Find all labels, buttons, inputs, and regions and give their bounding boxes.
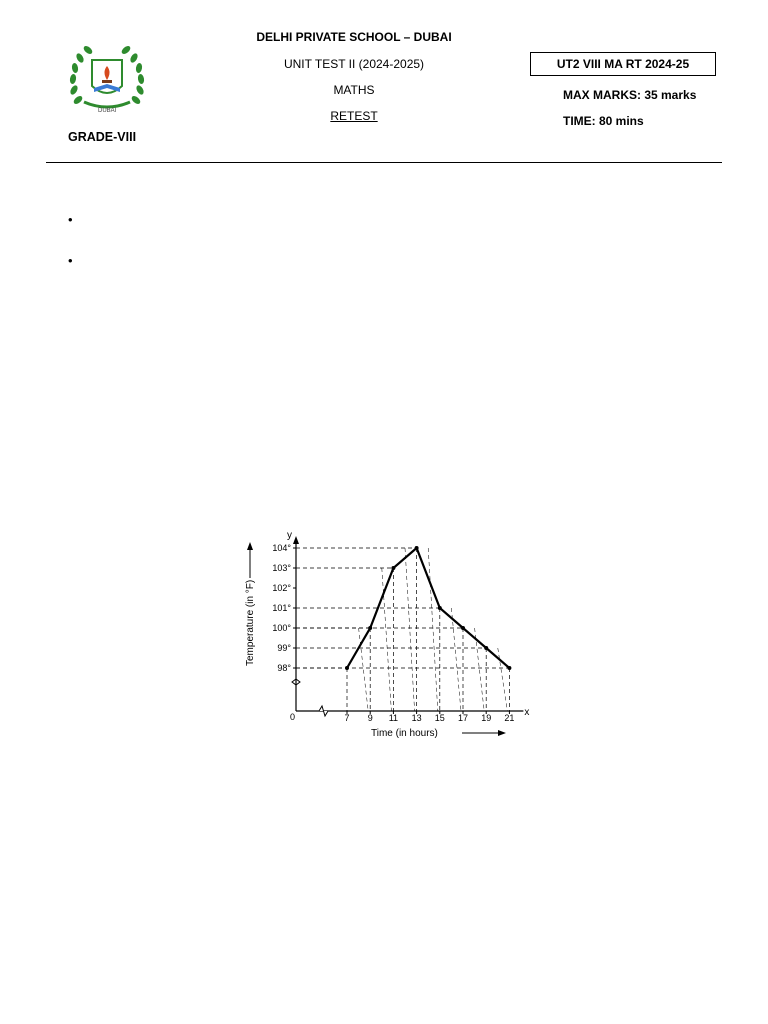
line-chart [236, 528, 542, 748]
y-label-arrow-head [247, 542, 253, 550]
y-tick-label: 99° [277, 643, 291, 653]
x-tick-label: 9 [367, 713, 373, 723]
y-tick-label: 100° [272, 623, 291, 633]
y-tick-label: 102° [272, 583, 291, 593]
temperature-series-line [347, 548, 509, 668]
y-tick-label: 104° [272, 543, 291, 553]
x-tick-label: 15 [434, 713, 445, 723]
data-point [368, 626, 372, 630]
y-tick-label: 101° [272, 603, 291, 613]
data-point [438, 606, 442, 610]
grid-line-diagonal [405, 548, 415, 711]
x-tick-label: 13 [411, 713, 422, 723]
test-title: UNIT TEST II (2024-2025) [283, 57, 425, 71]
bullet-point: • [68, 253, 73, 268]
origin-label: 0 [290, 712, 296, 722]
grid-line-diagonal [428, 548, 438, 711]
x-tick-label: 11 [388, 713, 399, 723]
y-axis-name: y [287, 530, 292, 541]
logo-caption: DUBAI [98, 108, 117, 114]
x-tick-label: 7 [344, 713, 350, 723]
paper-code: UT2 VIII MA RT 2024-25 [530, 52, 716, 76]
data-point [484, 646, 488, 650]
data-point [391, 566, 395, 570]
max-marks: MAX MARKS: 35 marks [563, 88, 697, 102]
x-tick-label: 21 [504, 713, 515, 723]
y-axis-label: Temperature (in °F) [245, 579, 256, 666]
data-point [345, 666, 349, 670]
data-point [507, 666, 511, 670]
data-point [415, 546, 419, 550]
y-tick-label: 103° [272, 563, 291, 573]
header-divider [46, 162, 722, 163]
time-allowed: TIME: 80 mins [563, 114, 644, 128]
y-tick-label: 98° [277, 663, 291, 673]
x-tick-label: 19 [481, 713, 492, 723]
grade-label: GRADE-VIII [68, 130, 137, 144]
x-label-arrow-head [498, 730, 506, 736]
retest-label: RETEST [330, 109, 378, 123]
data-point [461, 626, 465, 630]
grid-line-diagonal [498, 648, 508, 711]
bullet-point: • [68, 212, 73, 227]
x-axis-label: Time (in hours) [371, 728, 438, 739]
x-axis-break [319, 706, 328, 716]
y-axis-arrow [293, 536, 299, 544]
subject-title: MATHS [333, 83, 375, 97]
x-axis-name: x [524, 707, 530, 718]
x-tick-label: 17 [457, 713, 469, 723]
temperature-chart [236, 528, 542, 748]
grid-line-diagonal [382, 568, 392, 711]
school-name: DELHI PRIVATE SCHOOL – DUBAI [256, 30, 452, 44]
